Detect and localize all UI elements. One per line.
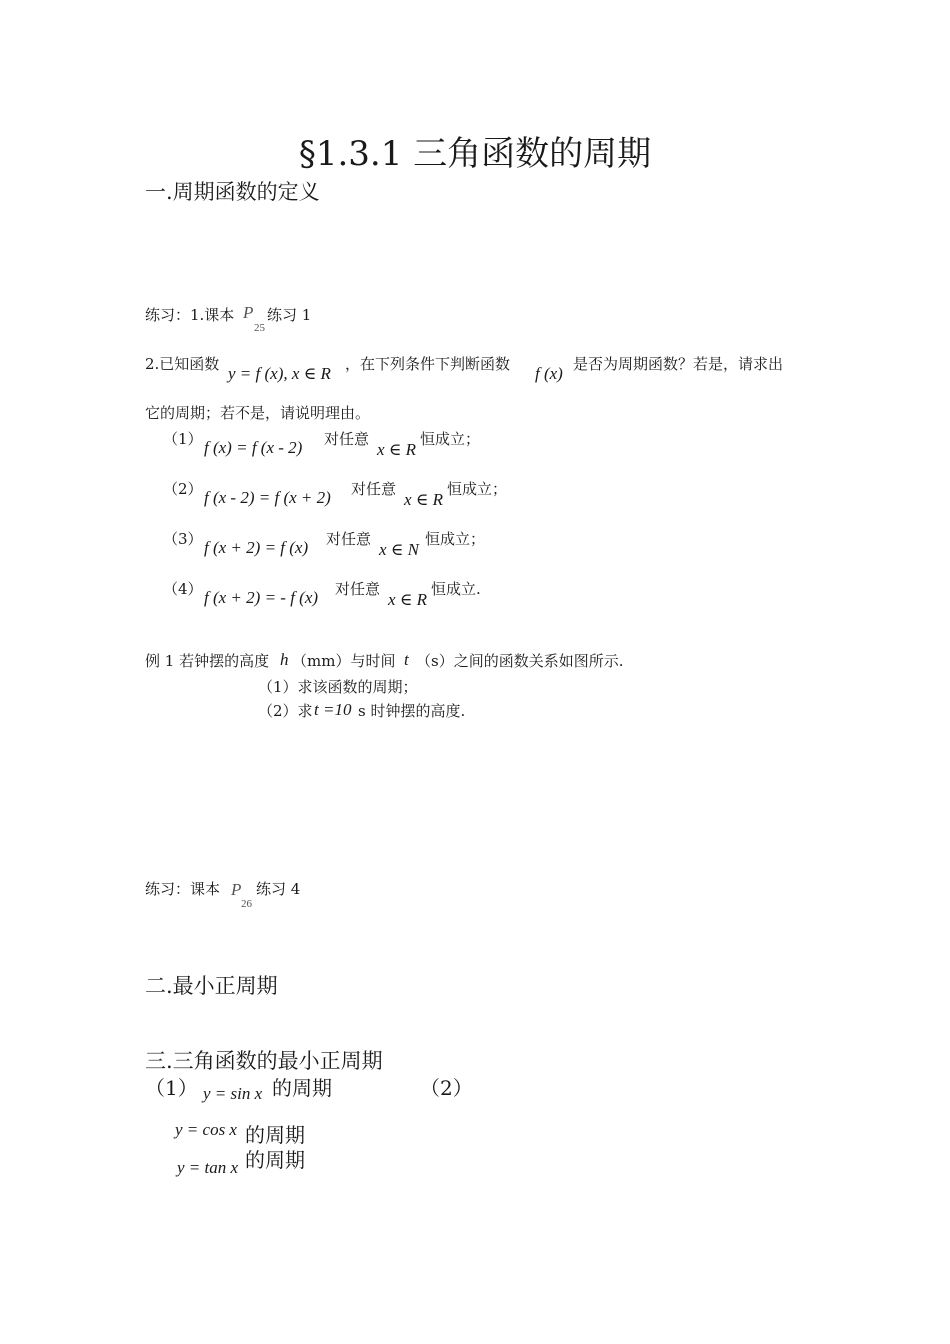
condition-3-any: 对任意	[326, 530, 372, 548]
problem-2-mid: ，在下列条件下判断函数	[345, 355, 511, 373]
trig-item-1-number: （1）	[145, 1076, 198, 1100]
page-ref-number: 25	[254, 322, 265, 334]
page-ref-letter-2: P	[231, 880, 242, 899]
cos-period-label: 的周期	[245, 1123, 305, 1147]
condition-2-number: （2）	[163, 480, 203, 498]
condition-1-end: 恒成立；	[420, 430, 481, 448]
sin-period-label: 的周期	[272, 1076, 332, 1100]
example-1-question-2-lead: （2）求	[258, 702, 313, 720]
example-1-height-var: h	[280, 650, 289, 669]
exercise-2-suffix: 练习 4	[256, 880, 301, 898]
problem-2-fx: f (x)	[535, 364, 563, 383]
condition-3-domain: x ∈ N	[379, 540, 419, 559]
condition-1-number: （1）	[163, 430, 203, 448]
page-ref-number-2: 26	[241, 898, 252, 910]
problem-2-function: y = f (x), x ∈ R	[228, 364, 331, 383]
condition-2-equation: f (x - 2) = f (x + 2)	[204, 488, 331, 507]
example-1-time-var: t	[404, 650, 409, 669]
page-title: §1.3.1 三角函数的周期	[298, 134, 652, 174]
example-1-mid1: （mm）与时间	[292, 652, 396, 670]
section-heading-min-period: 二.最小正周期	[145, 974, 278, 998]
exercise-2-prefix: 练习：课本	[145, 880, 221, 898]
condition-2-any: 对任意	[351, 480, 397, 498]
exercise-1-prefix: 练习：1.课本	[145, 306, 235, 324]
example-1-mid2: （s）之间的函数关系如图所示.	[416, 652, 624, 670]
condition-4-end: 恒成立.	[431, 580, 481, 598]
trig-item-2-number: （2）	[420, 1076, 473, 1100]
condition-2-domain: x ∈ R	[404, 490, 444, 509]
condition-4-domain: x ∈ R	[388, 590, 428, 609]
problem-2-lead: 2.已知函数	[145, 355, 220, 373]
problem-2-line2: 它的周期；若不是，请说明理由。	[145, 404, 371, 422]
cos-equation: y = cos x	[175, 1120, 237, 1139]
condition-3-end: 恒成立；	[425, 530, 486, 548]
example-1-question-1: （1）求该函数的周期；	[258, 678, 418, 696]
sin-equation: y = sin x	[203, 1084, 263, 1103]
tan-equation: y = tan x	[177, 1158, 239, 1177]
section-heading-definition: 一.周期函数的定义	[145, 180, 320, 204]
exercise-1-suffix: 练习 1	[267, 306, 312, 324]
example-1-question-2-eq: t =10	[314, 700, 352, 719]
page-ref-letter: P	[243, 303, 254, 322]
tan-period-label: 的周期	[245, 1148, 305, 1172]
condition-1-equation: f (x) = f (x - 2)	[204, 438, 303, 457]
condition-3-equation: f (x + 2) = f (x)	[204, 538, 309, 557]
condition-1-any: 对任意	[324, 430, 370, 448]
condition-1-domain: x ∈ R	[377, 440, 417, 459]
section-heading-trig-min-period: 三.三角函数的最小正周期	[145, 1049, 383, 1073]
problem-2-tail: 是否为周期函数？若是，请求出	[573, 355, 784, 373]
condition-2-end: 恒成立；	[447, 480, 508, 498]
condition-4-equation: f (x + 2) = - f (x)	[204, 588, 319, 607]
example-1-lead: 例 1 若钟摆的高度	[145, 652, 270, 670]
condition-4-any: 对任意	[335, 580, 381, 598]
example-1-question-2-tail: s 时钟摆的高度.	[358, 702, 466, 720]
condition-3-number: （3）	[163, 530, 203, 548]
condition-4-number: （4）	[163, 580, 203, 598]
